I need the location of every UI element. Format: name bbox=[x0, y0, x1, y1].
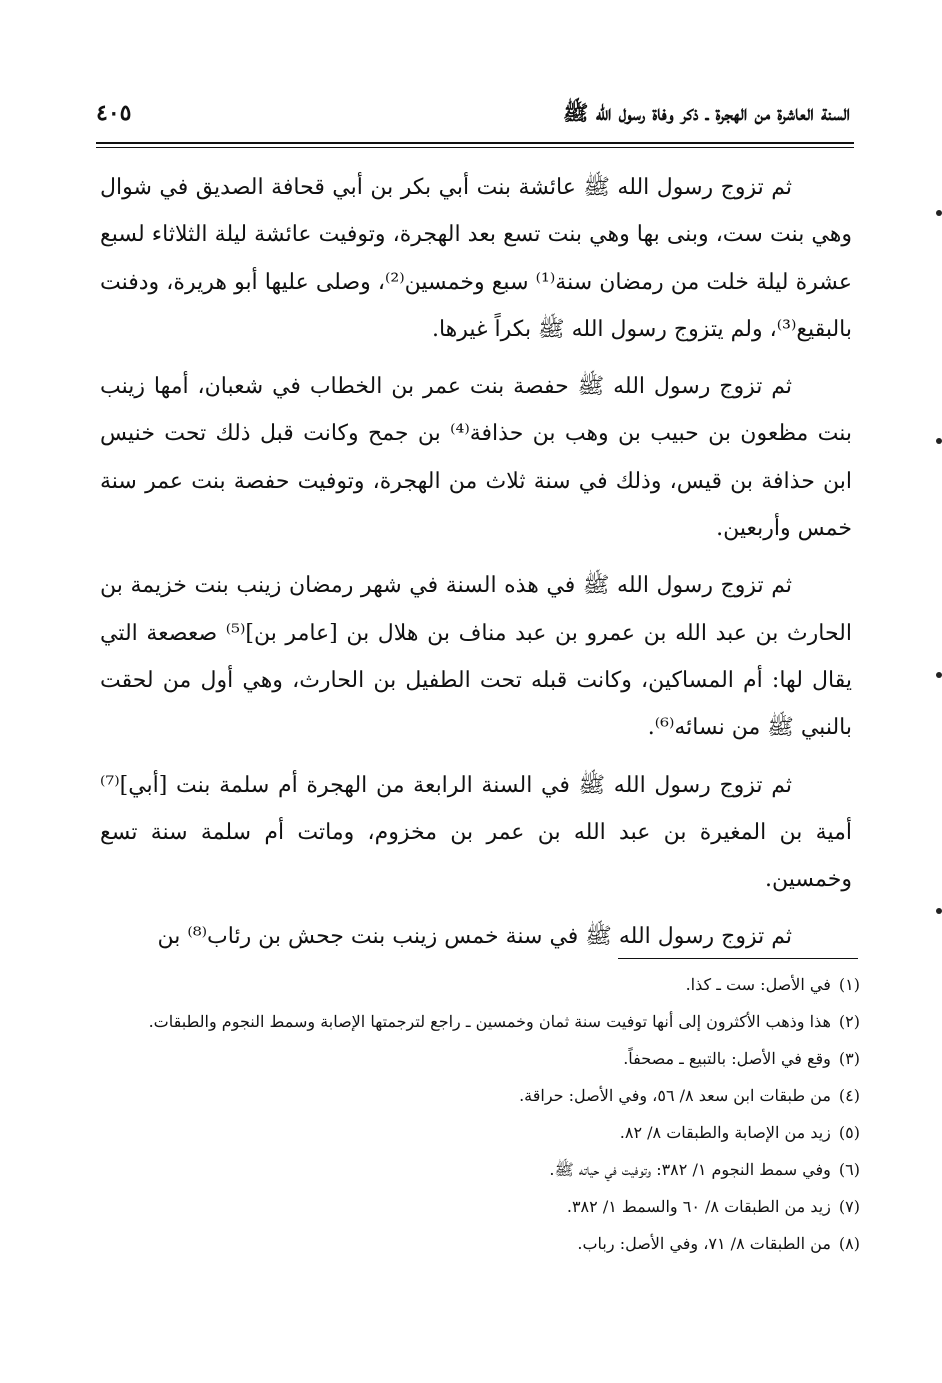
paragraph-zaynab-khuzayma: ثم تزوج رسول الله ﷺ في هذه السنة في شهر رمضان زينب بنت خزيمة بن الحارث بن عبد الله بن عمرو بن عبد مناف بن هلال بن [عامر بن]⁽⁵⁾ صعصعة التي يقال لها: أم المساكين، وكانت قبله تحت الطفيل بن الحارث، وهي أول من لحقت بالنبي ﷺ من نسائه⁽⁶⁾. bbox=[100, 573, 852, 741]
footnote-number: (٧) bbox=[838, 1197, 860, 1216]
footnote-text: هذا وذهب الأكثرون إلى أنها توفيت سنة ثمان وخمسين ـ راجع لترجمتها الإصابة وسمط النجوم والطبقات. bbox=[148, 1012, 831, 1031]
footnote-8 bbox=[100, 1229, 860, 1258]
paragraph-aisha: ثم تزوج رسول الله ﷺ عائشة بنت أبي بكر بن أبي قحافة الصديق في شوال وهي بنت ست، وبنى بها وهي بنت تسع بعد الهجرة، وتوفيت عائشة ليلة الثلاثاء لسبع عشرة ليلة خلت من رمضان سنة⁽¹⁾ سبع وخمسين⁽²⁾، وصلى عليها أبو هريرة، ودفنت بالبقيع⁽³⁾، ولم يتزوج رسول الله ﷺ بكراً غيرها. bbox=[100, 175, 853, 342]
page-header bbox=[96, 96, 850, 130]
footnote-text: وفي سمط النجوم ١/ ٣٨٢: وتوفيت في حياته ﷺ. bbox=[549, 1160, 831, 1179]
paragraph-zaynab-jahsh: ثم تزوج رسول الله ﷺ في سنة خمس زينب بنت جحش بن رئاب⁽⁸⁾ بن bbox=[157, 924, 792, 950]
footnote-2 bbox=[100, 1007, 860, 1036]
footnote-text: زيد من الطبقات ٨/ ٦٠ والسمط ١/ ٣٨٢. bbox=[566, 1197, 831, 1216]
footnote-7 bbox=[100, 1192, 860, 1221]
footnote-number: (٨) bbox=[838, 1234, 860, 1253]
footnote-6 bbox=[100, 1155, 860, 1184]
header-rule-thin bbox=[96, 147, 854, 148]
footnote-4 bbox=[100, 1081, 860, 1110]
footnote-text: زيد من الإصابة والطبقات ٨/ ٨٢. bbox=[619, 1123, 831, 1142]
footnote-number: (٤) bbox=[838, 1086, 860, 1105]
header-rule bbox=[96, 142, 854, 144]
footnote-text: من الطبقات ٨/ ٧١، وفي الأصل: رباب. bbox=[577, 1234, 831, 1253]
scan-edge-mark bbox=[936, 672, 942, 678]
footnote-1 bbox=[100, 970, 860, 999]
footnote-text: في الأصل: ست ـ كذا. bbox=[685, 975, 831, 994]
main-text bbox=[100, 164, 852, 971]
footnote-5 bbox=[100, 1118, 860, 1147]
footnote-number: (٦) bbox=[838, 1160, 860, 1179]
scan-edge-mark bbox=[936, 438, 942, 444]
footnote-number: (١) bbox=[838, 975, 860, 994]
scan-edge-mark bbox=[936, 210, 942, 216]
running-title: السنة العاشرة من الهجرة ـ ذكر وفاة رسول الله ﷺ bbox=[563, 100, 850, 125]
footnote-number: (٥) bbox=[838, 1123, 860, 1142]
page-number: ٤٠٥ bbox=[96, 100, 132, 126]
footnote-text: من طبقات ابن سعد ٨/ ٥٦، وفي الأصل: حراقة. bbox=[519, 1086, 831, 1105]
scan-edge-mark bbox=[936, 908, 942, 914]
footnote-3 bbox=[100, 1044, 860, 1073]
footnote-text: وقع في الأصل: بالتبيع ـ مصحفاً. bbox=[623, 1049, 831, 1068]
footnote-rule bbox=[618, 958, 858, 959]
paragraph-umm-salama: ثم تزوج رسول الله ﷺ في السنة الرابعة من الهجرة أم سلمة بنت [أبي]⁽⁷⁾ أمية بن المغيرة بن عبد الله بن عمر بن مخزوم، وماتت أم سلمة سنة تسع وخمسين. bbox=[100, 772, 852, 893]
paragraph-hafsa: ثم تزوج رسول الله ﷺ حفصة بنت عمر بن الخطاب في شعبان، أمها زينب بنت مظعون بن حبيب بن وهب بن حذافة⁽⁴⁾ بن جمح وكانت قبل ذلك تحت خنيس ابن حذافة بن قيس، وذلك في سنة ثلاث من الهجرة، وتوفيت حفصة بنت عمر سنة خمس وأربعين. bbox=[100, 374, 852, 542]
footnote-number: (٣) bbox=[838, 1049, 860, 1068]
footnote-number: (٢) bbox=[838, 1012, 860, 1031]
footnotes bbox=[100, 970, 860, 1266]
